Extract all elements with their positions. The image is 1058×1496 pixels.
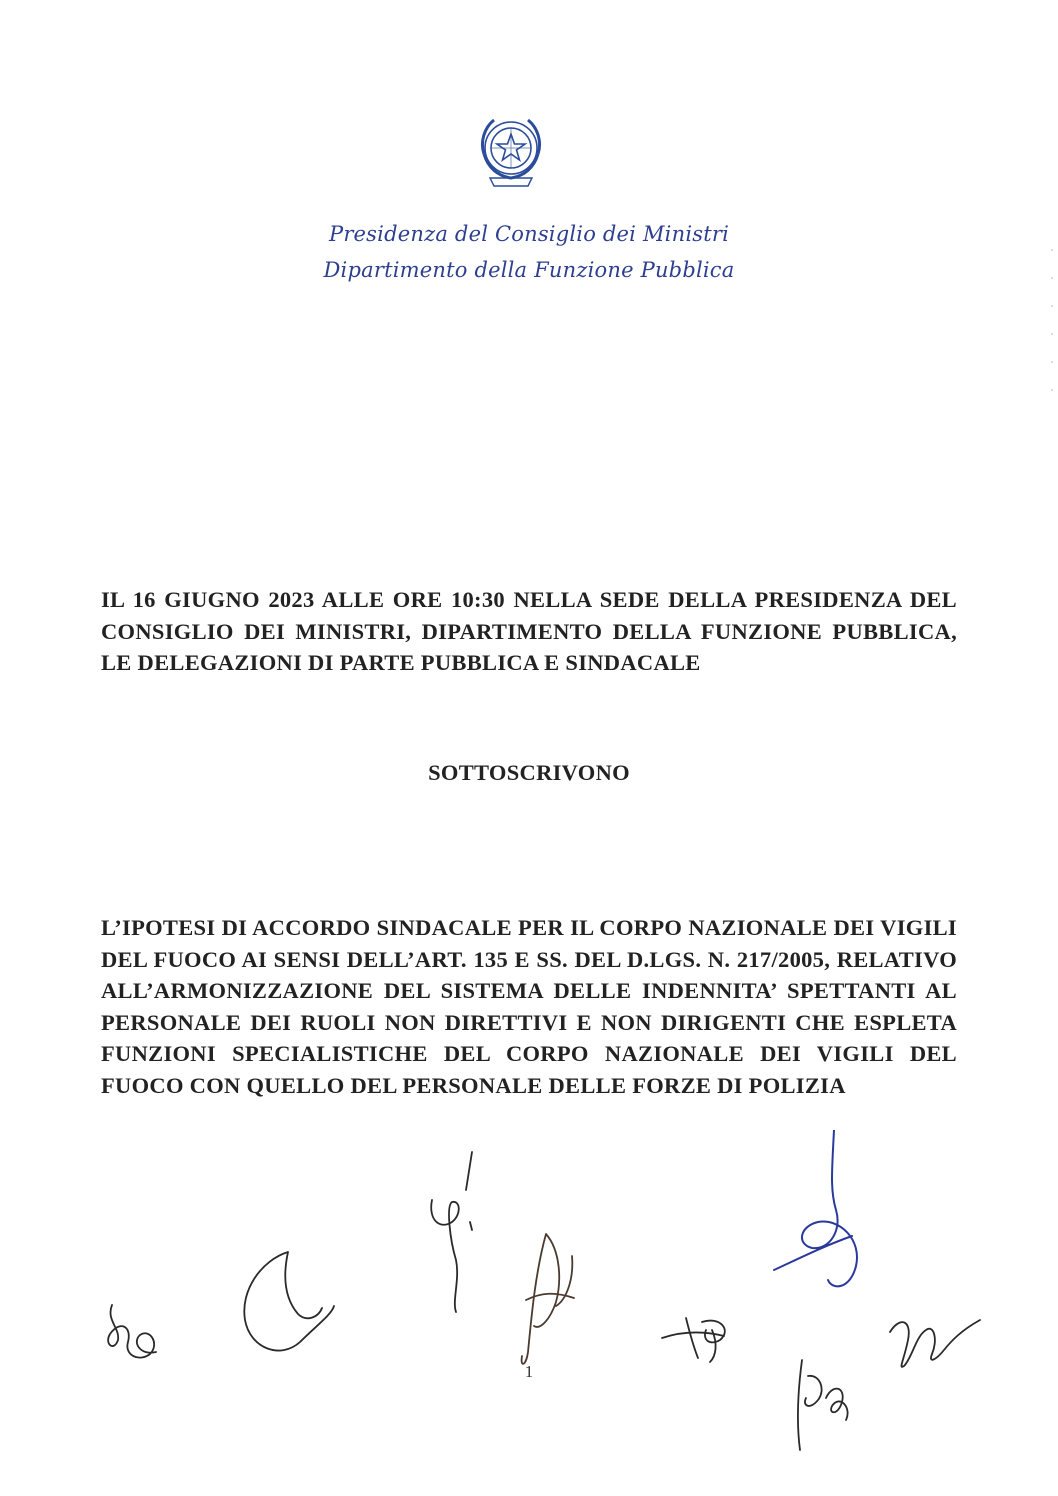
signature-8	[890, 1320, 980, 1367]
italian-republic-emblem-icon	[470, 108, 552, 194]
signature-6	[774, 1130, 857, 1286]
signature-4	[522, 1234, 574, 1364]
signature-2	[244, 1252, 334, 1351]
sottoscrivono-heading: SOTTOSCRIVONO	[428, 760, 630, 785]
subject-paragraph: L’IPOTESI DI ACCORDO SINDACALE PER IL CORPO NAZIONALE DEI VIGILI DEL FUOCO AI SENSI DELL’ART. 135 E SS. DEL D.LGS. N. 217/2005, RELATIVO ALL’ARMONIZZAZIONE DEL SISTEMA DELLE INDENNITA’ SPETTANTI AL PERSONALE DEI RUOLI NON DIRETTIVI E NON DIRIGENTI CHE ESPLETA FUNZIONI SPECIALISTICHE DEL CORPO NAZIONALE DEI VIGILI DEL FUOCO CON QUELLO DEL PERSONALE DELLE FORZE DI POLIZIA	[101, 915, 957, 1098]
intro-paragraph: IL 16 GIUGNO 2023 ALLE ORE 10:30 NELLA SEDE DELLA PRESIDENZA DEL CONSIGLIO DEI MINISTRI, DIPARTIMENTO DELLA FUNZIONE PUBBLICA, LE DELEGAZIONI DI PARTE PUBBLICA E SINDACALE	[101, 587, 957, 675]
signature-3	[431, 1152, 472, 1312]
scan-artifact-strip	[1046, 0, 1058, 1496]
signature-5	[662, 1318, 725, 1362]
signatures-area	[0, 1130, 1058, 1496]
signature-1	[108, 1305, 156, 1358]
header-presidenza: Presidenza del Consiglio dei Ministri	[328, 222, 730, 246]
header-dipartimento: Dipartimento della Funzione Pubblica	[323, 258, 735, 282]
page-number: 1	[524, 1362, 534, 1381]
